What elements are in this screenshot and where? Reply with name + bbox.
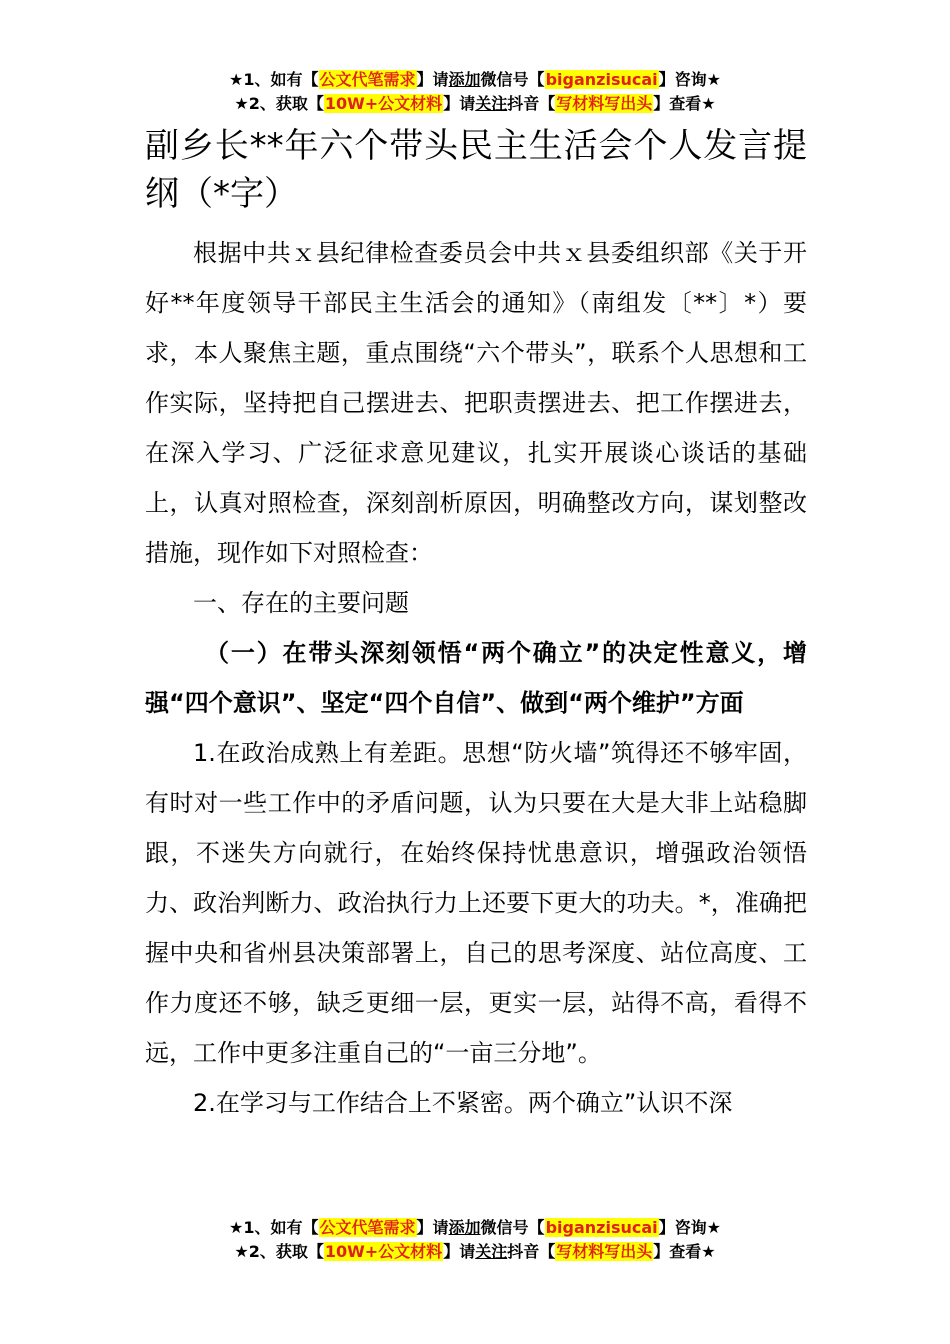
item-paragraph-1: 1.在政治成熟上有差距。思想“防火墙”筑得还不够牢固，有时对一些工作中的矛盾问题，认为只要在大是大非上站稳脚跟，不迷失方向就行，在始终保持忧患意识，增强政治领悟力、政治判断力、政治执行力上还要下更大的功夫。*，准确把握中央和省州县决策部署上，自己的思考深度、站位高度、工作力度还不够，缺乏更细一层，更实一层，站得不高，看得不远，工作中更多注重自己的“一亩三分地”。	[145, 739, 807, 1067]
promo-text: 微信号【	[480, 1218, 545, 1237]
promo-text: 】请	[443, 94, 476, 113]
promo-highlight: 10W+公文材料	[324, 1242, 443, 1261]
promo-highlight: 10W+公文材料	[324, 94, 443, 113]
promo-text: ★1、如有【	[229, 70, 319, 89]
promo-line-1	[0, 1216, 950, 1240]
promo-line-2	[0, 1240, 950, 1264]
promo-highlight: 公文代笔需求	[319, 70, 416, 89]
document-title: 副乡长**年六个带头民主生活会个人发言提纲（*字）	[145, 126, 807, 214]
promo-text: ★1、如有【	[229, 1218, 319, 1237]
promo-text: 微信号【	[480, 70, 545, 89]
promo-text: 抖音【	[507, 1242, 556, 1261]
promo-text: 】请	[416, 1218, 449, 1237]
promo-banner-bottom	[0, 1216, 950, 1264]
promo-text: 抖音【	[507, 94, 556, 113]
section-heading: 一、存在的主要问题	[193, 589, 409, 617]
promo-banner-top	[0, 68, 950, 116]
promo-douyin-id: 写材料写出头	[556, 94, 653, 113]
promo-text: ★2、获取【	[234, 1242, 324, 1261]
promo-wechat-id: biganzisucai	[545, 1218, 658, 1237]
promo-douyin-id: 写材料写出头	[556, 1242, 653, 1261]
promo-underlined: 添加	[448, 70, 481, 89]
promo-text: ★2、获取【	[234, 94, 324, 113]
promo-line-2	[0, 92, 950, 116]
promo-text: 】请	[443, 1242, 476, 1261]
promo-underlined: 添加	[448, 1218, 481, 1237]
promo-text: 】查看★	[653, 1242, 716, 1261]
promo-text: 】请	[416, 70, 449, 89]
promo-highlight: 公文代笔需求	[319, 1218, 416, 1237]
promo-wechat-id: biganzisucai	[545, 70, 658, 89]
intro-paragraph: 根据中共ｘ县纪律检查委员会中共ｘ县委组织部《关于开好**年度领导干部民主生活会的通知》（南组发〔**〕*）要求，本人聚焦主题，重点围绕“六个带头”，联系个人思想和工作实际，坚持把自己摆进去、把职责摆进去、把工作摆进去，在深入学习、广泛征求意见建议，扎实开展谈心谈话的基础上，认真对照检查，深刻剖析原因，明确整改方向，谋划整改措施，现作如下对照检查：	[145, 239, 807, 567]
promo-underlined: 关注	[475, 1242, 508, 1261]
promo-text: 】查看★	[653, 94, 716, 113]
promo-underlined: 关注	[475, 94, 508, 113]
promo-text: 】咨询★	[658, 70, 721, 89]
item-paragraph-2: 2.在学习与工作结合上不紧密。两个确立”认识不深	[193, 1089, 733, 1117]
promo-line-1	[0, 68, 950, 92]
subsection-heading: （一）在带头深刻领悟“两个确立”的决定性意义，增强“四个意识”、坚定“四个自信”、做到“两个维护”方面	[145, 639, 807, 717]
promo-text: 】咨询★	[658, 1218, 721, 1237]
document-body	[145, 122, 807, 1128]
